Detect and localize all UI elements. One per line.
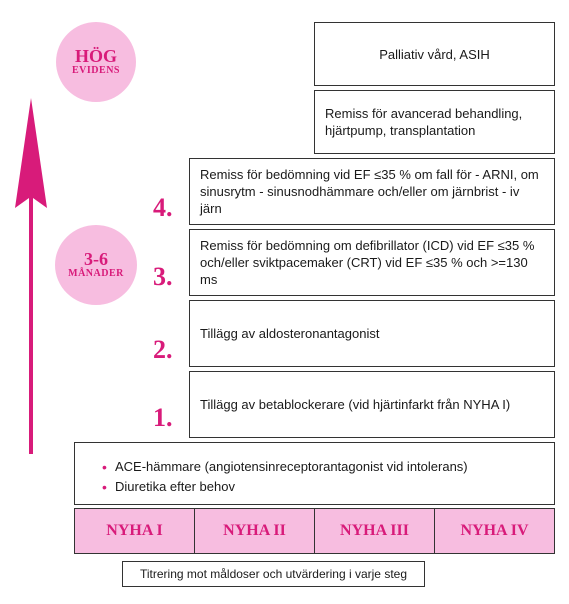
aldosterone-text: Tillägg av aldosteronantagonist [200, 326, 380, 341]
icd-crt-referral-box [189, 229, 555, 296]
high-evidence-badge [56, 22, 136, 102]
step-number-1: 1. [153, 403, 173, 432]
advanced-treatment-text: Remiss för avancerad behandling, hjärtpump, transplantation [325, 106, 523, 138]
palliative-care-text: Palliativ vård, ASIH [379, 46, 490, 62]
step-number-3: 3. [153, 262, 173, 291]
betablocker-text: Tillägg av betablockerare (vid hjärtinfarkt från NYHA I) [200, 397, 511, 412]
step-number-2: 2. [153, 335, 173, 364]
high-evidence-line2: EVIDENS [72, 65, 120, 76]
icd-crt-referral-text: Remiss för bedömning om defibrillator (ICD) vid EF ≤35 % och/eller sviktpacemaker (CRT) vid EF ≤35 % och >=130 ms [200, 238, 535, 287]
base-treatment-item: • ACE-hämmare (angiotensinreceptorantagonist vid intolerans) [115, 457, 468, 477]
nyha-class-1: NYHA I [75, 509, 195, 553]
base-treatment-box [74, 442, 555, 505]
base-treatment-list [115, 457, 468, 497]
evidence-arrow [14, 98, 48, 458]
nyha-class-4: NYHA IV [460, 522, 529, 539]
time-badge [55, 225, 137, 305]
nyha-class-row [74, 508, 555, 554]
titration-note: Titrering mot måldoser och utvärdering i varje steg [122, 561, 425, 587]
palliative-care-box [314, 22, 555, 86]
arni-referral-text: Remiss för bedömning vid EF ≤35 % om fall för - ARNI, om sinusrytm - sinusnodhämmare och/eller om järnbrist - iv järn [200, 167, 539, 216]
advanced-treatment-box [314, 90, 555, 154]
high-evidence-line1: HÖG [74, 46, 117, 66]
arni-referral-box [189, 158, 555, 225]
time-badge-line2: MÅNADER [68, 268, 124, 279]
aldosterone-box [189, 300, 555, 367]
nyha-class-2: NYHA II [195, 509, 315, 553]
step-number-4: 4. [153, 193, 173, 222]
time-badge-line1: 3-6 [84, 249, 108, 269]
nyha-class-3: NYHA III [315, 509, 435, 553]
arrow-shape [15, 98, 47, 454]
betablocker-box [189, 371, 555, 438]
base-treatment-item: • Diuretika efter behov [115, 477, 468, 497]
